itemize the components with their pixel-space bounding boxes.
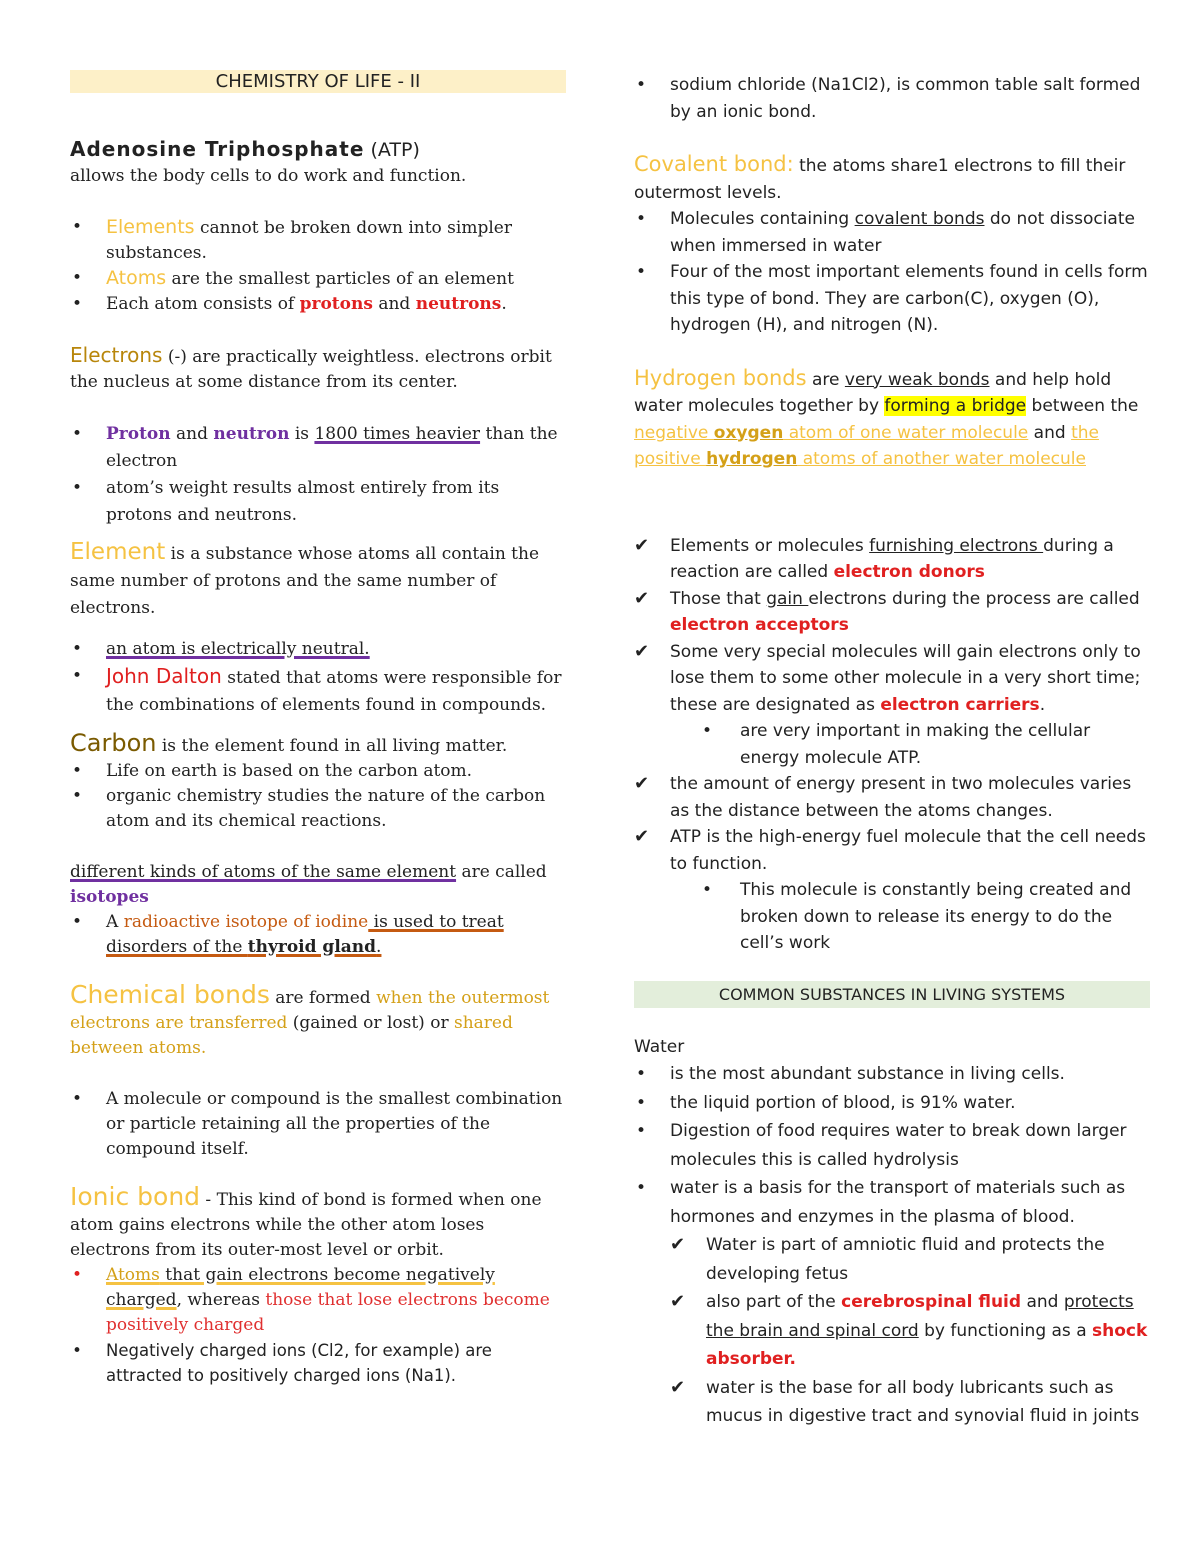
carbon-list: [70, 759, 566, 834]
list-item: • Proton and neutron is 1800 times heavier than the electron: [71, 424, 558, 471]
atp-desc: allows the body cells to do work and function.: [70, 166, 467, 186]
list-item: • atom’s weight results almost entirely from its protons and neutrons.: [71, 478, 500, 525]
list-item: • Atoms are the smallest particles of an element: [71, 267, 514, 289]
nacl-list: [634, 72, 1150, 125]
list-item: • Four of the most important elements found in cells form this type of bond. They are carbon(C), oxygen (O), hydrogen (H), and nitrogen (N).: [635, 262, 1148, 335]
list-item: • the liquid portion of blood, is 91% water.: [635, 1092, 1016, 1113]
list-item: • John Dalton stated that atoms were responsible for the combinations of elements found in compounds.: [71, 664, 562, 715]
list-item: • Life on earth is based on the carbon atom.: [71, 761, 473, 781]
ionic-bond-para: Ionic bond - This kind of bond is formed when one atom gains electrons while the other atom loses electrons from its outer-most level or orbit.: [70, 1182, 542, 1260]
isotopes-para: different kinds of atoms of the same element are called isotopes: [70, 862, 547, 907]
elements-list: [70, 215, 566, 317]
hydrogen-para: Hydrogen bonds are very weak bonds and help hold water molecules together by forming a bridge between the negative oxygen atom of one water molecule and the positive hydrogen atoms of another water molecule: [634, 365, 1139, 469]
list-item: ✔ ATP is the high-energy fuel molecule that the cell needs to function.: [634, 826, 1146, 874]
atp-heading: Adenosine Triphosphate (ATP): [70, 137, 420, 161]
covalent-para: Covalent bond: the atoms share1 electrons to fill their outermost levels.: [634, 152, 1126, 203]
list-item: • Each atom consists of protons and neutrons.: [71, 294, 507, 314]
list-item: • water is a basis for the transport of materials such as hormones and enzymes in the plasma of blood.: [635, 1178, 1126, 1227]
list-item: • Negatively charged ions (Cl2, for example) are attracted to positively charged ions (Na1).: [72, 1341, 492, 1385]
page-title: CHEMISTRY OF LIFE - II: [70, 70, 566, 93]
carbon-para: Carbon is the element found in all living matter.: [70, 729, 508, 757]
list-item: • Elements cannot be broken down into simpler substances.: [71, 216, 512, 263]
list-item: • A molecule or compound is the smallest combination or particle retaining all the properties of the compound itself.: [71, 1089, 563, 1159]
list-item: • is the most abundant substance in living cells.: [635, 1064, 1065, 1084]
list-item: • A radioactive isotope of iodine is used to treat disorders of the thyroid gland.: [71, 912, 504, 957]
neutral-list: [70, 636, 566, 719]
list-item: ✔ Elements or molecules furnishing electrons during a reaction are called electron donors: [634, 534, 1114, 582]
list-item: • are very important in making the cellular energy molecule ATP.: [701, 721, 1091, 768]
list-item: • This molecule is constantly being created and broken down to release its energy to do the cell’s work: [701, 880, 1132, 953]
proton-list: [70, 421, 566, 529]
element-para: Element is a substance whose atoms all contain the same number of protons and the same number of electrons.: [70, 539, 540, 618]
iodine-list: [70, 910, 566, 960]
right-column: [634, 70, 1150, 1431]
list-item: ✔ Those that gain electrons during the process are called electron acceptors: [634, 587, 1140, 635]
electrons-para: Electrons (-) are practically weightless. electrons orbit the nucleus at some distance from its center.: [70, 343, 552, 392]
list-item: • sodium chloride (Na1Cl2), is common table salt formed by an ionic bond.: [635, 75, 1141, 122]
list-item: ✔ the amount of energy present in two molecules varies as the distance between the atoms changes.: [634, 773, 1132, 821]
list-item: • an atom is electrically neutral.: [71, 639, 370, 659]
list-item: • organic chemistry studies the nature of the carbon atom and its chemical reactions.: [71, 786, 546, 831]
ionic-list: [70, 1263, 566, 1388]
left-column: [70, 70, 566, 1388]
list-item: • Digestion of food requires water to break down larger molecules this is called hydrolysis: [635, 1121, 1127, 1170]
list-item: ✔ also part of the cerebrospinal fluid and protects the brain and spinal cord by functioning as a shock absorber.: [670, 1291, 1148, 1369]
section-title: COMMON SUBSTANCES IN LIVING SYSTEMS: [634, 981, 1150, 1008]
list-item: • Molecules containing covalent bonds do not dissociate when immersed in water: [635, 209, 1135, 256]
molecule-list: [70, 1087, 566, 1162]
chemical-bonds-para: Chemical bonds are formed when the outermost electrons are transferred (gained or lost) or shared between atoms.: [70, 980, 550, 1058]
list-item: ✔ water is the base for all body lubricants such as mucus in digestive tract and synovial fluid in joints: [670, 1376, 1140, 1426]
electron-check-list: [634, 533, 1150, 957]
water-heading: Water: [634, 1036, 685, 1057]
water-list: [634, 1060, 1150, 1431]
list-item: ✔ Water is part of amniotic fluid and protects the developing fetus: [670, 1234, 1105, 1284]
covalent-list: [634, 206, 1150, 339]
list-item: ✔ Some very special molecules will gain electrons only to lose them to some other molecule in a very short time; these are designated as electron carriers.: [634, 640, 1141, 715]
list-item: • Atoms that gain electrons become negatively charged, whereas those that lose electrons become positively charged: [71, 1265, 550, 1335]
